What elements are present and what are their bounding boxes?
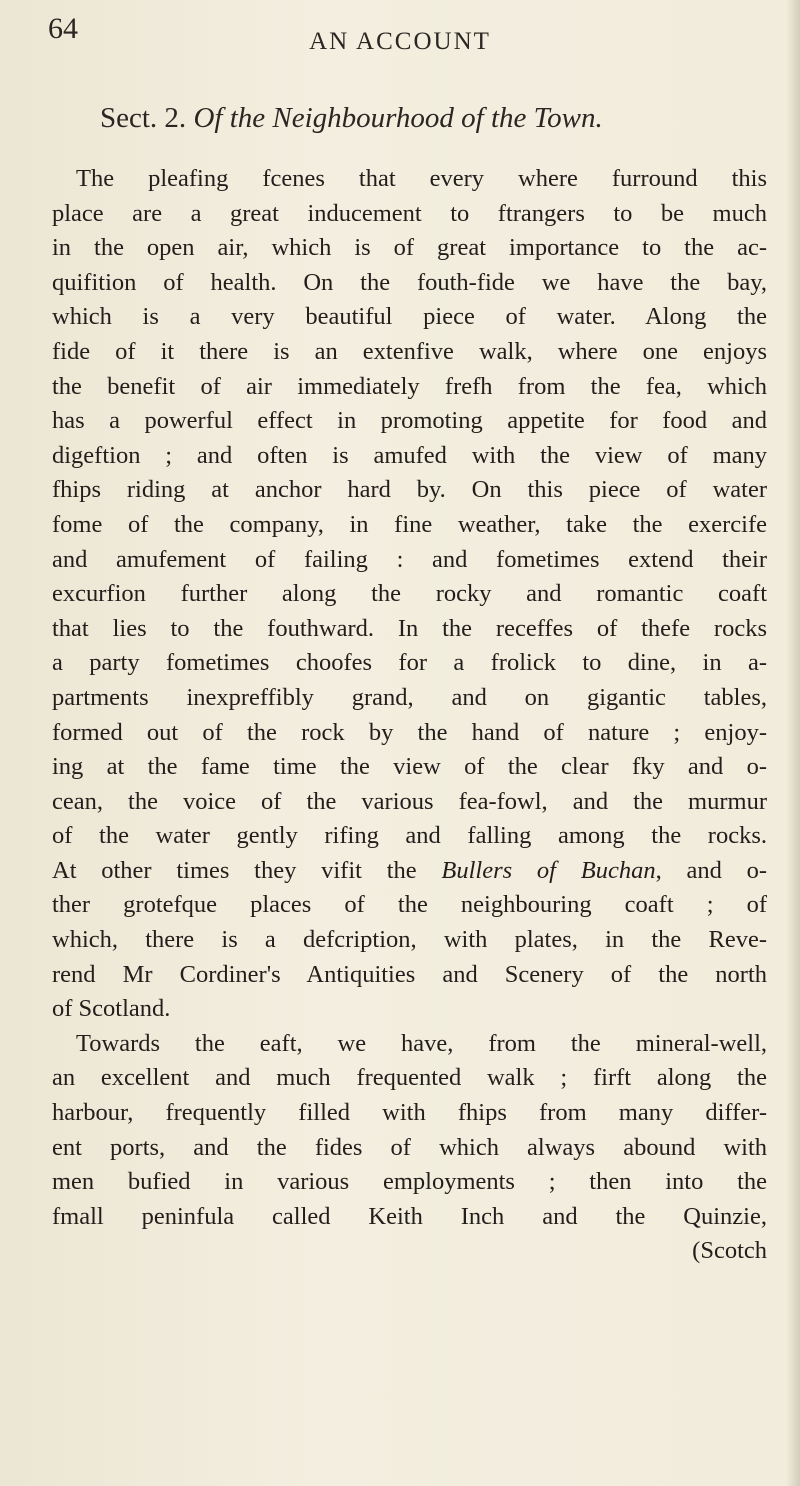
section-heading bbox=[100, 102, 740, 135]
text-line: has a powerful effect in promoting appetite for food and bbox=[52, 407, 767, 435]
page-edge-shadow bbox=[786, 0, 800, 1486]
running-head: AN ACCOUNT bbox=[309, 28, 491, 55]
text-line: fhips riding at anchor hard by. On this piece of water bbox=[52, 476, 767, 504]
text-line: an excellent and much frequented walk ; firft along the bbox=[52, 1064, 767, 1092]
text-line: which is a very beautiful piece of water. Along the bbox=[52, 303, 767, 331]
text-line: in the open air, which is of great importance to the ac- bbox=[52, 234, 767, 262]
text-line: At other times they vifit the Bullers of Buchan, and o- bbox=[52, 856, 767, 884]
text-line: digeftion ; and often is amufed with the view of many bbox=[52, 441, 767, 469]
text-line: place are a great inducement to ftrangers to be much bbox=[52, 199, 767, 227]
text-line: Towards the eaft, we have, from the mineral-well, bbox=[76, 1029, 767, 1057]
text-line: a party fometimes choofes for a frolick to dine, in a- bbox=[52, 649, 767, 677]
text-line: and amufement of failing : and fometimes extend their bbox=[52, 545, 767, 573]
text-line: of the water gently rifing and falling among the rocks. bbox=[52, 822, 767, 850]
text-line: the benefit of air immediately frefh from the fea, which bbox=[52, 372, 767, 400]
text-line: excurfion further along the rocky and romantic coaft bbox=[52, 580, 767, 608]
text-line: ther grotefque places of the neighbouring coaft ; of bbox=[52, 891, 767, 919]
text-line: ing at the fame time the view of the clear fky and o- bbox=[52, 753, 767, 781]
text-line: cean, the voice of the various fea-fowl, and the murmur bbox=[52, 787, 767, 815]
text-line: formed out of the rock by the hand of nature ; enjoy- bbox=[52, 718, 767, 746]
text-line: men bufied in various employments ; then into the bbox=[52, 1168, 767, 1196]
section-title: Of the Neighbourhood of the Town. bbox=[193, 102, 603, 134]
text-line: fide of it there is an extenfive walk, where one enjoys bbox=[52, 337, 767, 365]
body-text bbox=[52, 162, 767, 1269]
text-line: fmall peninfula called Keith Inch and the Quinzie, bbox=[52, 1202, 767, 1230]
page-number: 64 bbox=[48, 12, 78, 45]
place-name: Bullers of Buchan bbox=[441, 856, 656, 884]
text-line: The pleafing fcenes that every where furround this bbox=[76, 165, 767, 192]
text-line: quifition of health. On the fouth-fide we have the bay, bbox=[52, 268, 767, 296]
text-line: which, there is a defcription, with plates, in the Reve- bbox=[52, 926, 767, 954]
section-number: Sect. 2. bbox=[100, 102, 187, 134]
text-line: that lies to the fouthward. In the receffes of thefe rocks bbox=[52, 614, 767, 642]
text-line: harbour, frequently filled with fhips from many differ- bbox=[52, 1099, 767, 1127]
text-line: rend Mr Cordiner's Antiquities and Scenery of the north bbox=[52, 960, 767, 988]
text-line: of Scotland. bbox=[52, 995, 171, 1023]
text-line: ent ports, and the fides of which always abound with bbox=[52, 1133, 767, 1161]
text-line: fome of the company, in fine weather, take the exercife bbox=[52, 510, 767, 538]
text-line: partments inexpreffibly grand, and on gigantic tables, bbox=[52, 683, 767, 711]
text-line: (Scotch bbox=[692, 1237, 767, 1265]
